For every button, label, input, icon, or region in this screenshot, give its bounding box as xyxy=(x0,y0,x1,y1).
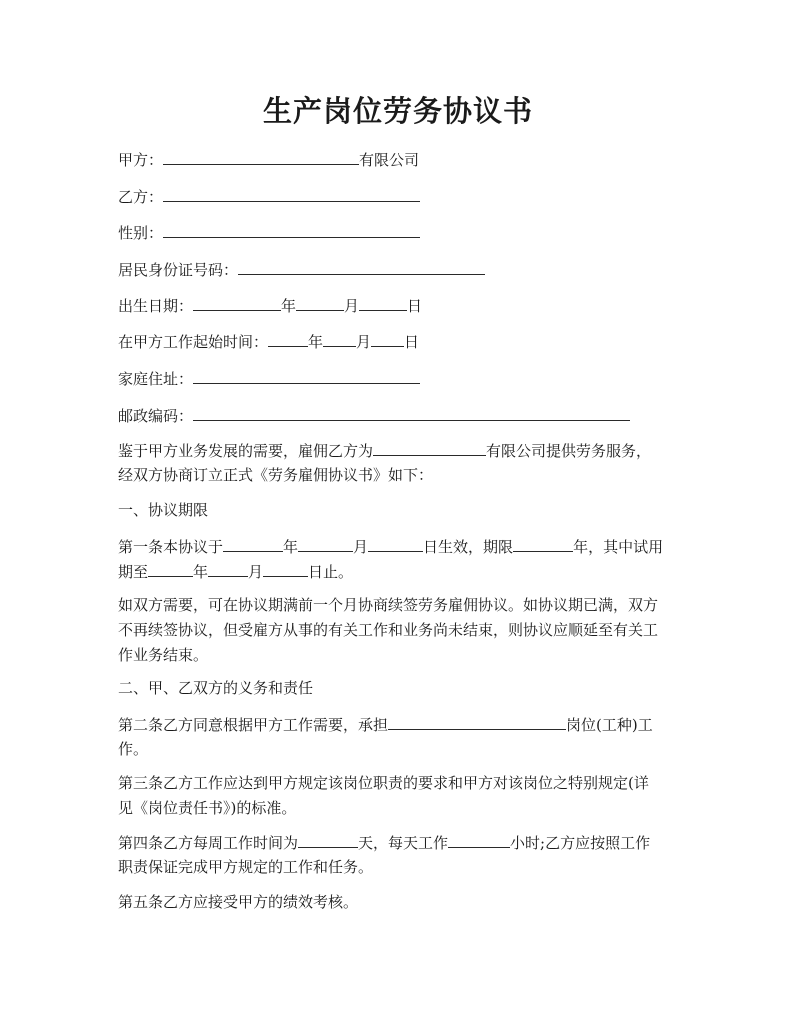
art3-text-1: 第三条乙方工作应达到甲方规定该岗位职责的要求和甲方对该岗位之特别规定(详 xyxy=(118,774,649,792)
address-label: 家庭住址： xyxy=(118,370,194,388)
section-2-heading: 二、甲、乙双方的义务和责任 xyxy=(118,679,314,697)
renewal-text-2: 不再续签协议，但受雇方从事的有关工作和业务尚未结束，则协议应顺延至有关工 xyxy=(118,621,659,639)
birth-year-blank[interactable] xyxy=(193,293,281,311)
start-work-line xyxy=(118,329,698,354)
party-a-label: 甲方： xyxy=(118,151,164,169)
gender-blank[interactable] xyxy=(163,220,420,238)
article-4 xyxy=(118,830,680,880)
art4-days-blank[interactable] xyxy=(298,830,358,848)
art1-text-1: 第一条本协议于 xyxy=(118,538,224,556)
party-a-line xyxy=(118,147,698,172)
art1-term-blank[interactable] xyxy=(513,534,573,552)
birth-label: 出生日期： xyxy=(118,297,194,315)
gender-label: 性别： xyxy=(118,224,164,242)
birth-day-unit: 日 xyxy=(407,297,423,315)
start-work-label: 在甲方工作起始时间： xyxy=(118,333,269,351)
art4-hours-blank[interactable] xyxy=(448,830,510,848)
art1-trial-month-unit: 月 xyxy=(248,563,264,581)
art1-day-blank[interactable] xyxy=(368,534,423,552)
art1-trial-year-unit: 年 xyxy=(193,563,209,581)
art1-trial-year-blank[interactable] xyxy=(148,559,193,577)
intro-company-blank[interactable] xyxy=(373,438,486,456)
party-b-blank[interactable] xyxy=(163,184,420,202)
art4-text-2: 天，每天工作 xyxy=(358,834,449,852)
intro-text-2: 经双方协商订立正式《劳务雇佣协议书》如下： xyxy=(118,466,434,484)
art1-year-unit: 年 xyxy=(283,538,299,556)
birth-year-unit: 年 xyxy=(281,297,297,315)
article-3 xyxy=(118,771,680,821)
postcode-line xyxy=(118,403,698,428)
article-2 xyxy=(118,712,680,762)
art2-text-3: 作。 xyxy=(118,740,149,758)
birth-date-line xyxy=(118,293,698,318)
document-title: 生产岗位劳务协议书 xyxy=(262,94,533,128)
start-day-unit: 日 xyxy=(404,333,420,351)
birth-month-blank[interactable] xyxy=(296,293,344,311)
birth-month-unit: 月 xyxy=(344,297,360,315)
art1-year-blank[interactable] xyxy=(223,534,283,552)
art4-text-3: 小时;乙方应按照工作 xyxy=(510,834,651,852)
art1-month-blank[interactable] xyxy=(298,534,353,552)
party-a-blank[interactable] xyxy=(163,147,359,165)
renewal-text-3: 作业务结束。 xyxy=(118,646,209,664)
intro-text-b: 有限公司提供劳务服务， xyxy=(486,442,652,460)
intro-paragraph xyxy=(118,438,680,488)
article-5 xyxy=(118,890,680,915)
start-year-blank[interactable] xyxy=(268,329,308,347)
start-year-unit: 年 xyxy=(308,333,324,351)
art2-position-blank[interactable] xyxy=(388,712,566,730)
birth-day-blank[interactable] xyxy=(359,293,407,311)
postcode-label: 邮政编码： xyxy=(118,407,194,425)
postcode-blank[interactable] xyxy=(193,403,630,421)
party-b-line xyxy=(118,184,698,209)
art3-text-2: 见《岗位责任书》)的标准。 xyxy=(118,799,297,817)
art1-month-unit: 月 xyxy=(353,538,369,556)
art1-text-3: 年，其中试用 xyxy=(573,538,664,556)
art5-text-1: 第五条乙方应接受甲方的绩效考核。 xyxy=(118,893,359,911)
section-1-heading: 一、协议期限 xyxy=(118,501,209,519)
address-line xyxy=(118,366,698,391)
start-day-blank[interactable] xyxy=(371,329,404,347)
party-b-label: 乙方： xyxy=(118,188,164,206)
id-number-line xyxy=(118,257,698,282)
party-a-suffix: 有限公司 xyxy=(359,151,420,169)
art1-text-5: 日止。 xyxy=(308,563,354,581)
start-month-unit: 月 xyxy=(356,333,372,351)
article-1 xyxy=(118,534,680,584)
address-blank[interactable] xyxy=(193,366,420,384)
renewal-paragraph xyxy=(118,593,680,668)
gender-line xyxy=(118,220,698,245)
art1-text-4: 期至 xyxy=(118,563,149,581)
art1-trial-month-blank[interactable] xyxy=(208,559,248,577)
art4-text-4: 职责保证完成甲方规定的工作和任务。 xyxy=(118,858,374,876)
intro-text-a: 鉴于甲方业务发展的需要，雇佣乙方为 xyxy=(118,442,374,460)
art4-text-1: 第四条乙方每周工作时间为 xyxy=(118,834,299,852)
art1-trial-day-blank[interactable] xyxy=(263,559,308,577)
art1-text-2: 日生效，期限 xyxy=(423,538,514,556)
id-number-label: 居民身份证号码： xyxy=(118,261,239,279)
start-month-blank[interactable] xyxy=(323,329,356,347)
art2-text-1: 第二条乙方同意根据甲方工作需要，承担 xyxy=(118,716,389,734)
id-number-blank[interactable] xyxy=(238,257,485,275)
renewal-text-1: 如双方需要，可在协议期满前一个月协商续签劳务雇佣协议。如协议期已满，双方 xyxy=(118,596,659,614)
art2-text-2: 岗位(工种)工 xyxy=(566,716,653,734)
